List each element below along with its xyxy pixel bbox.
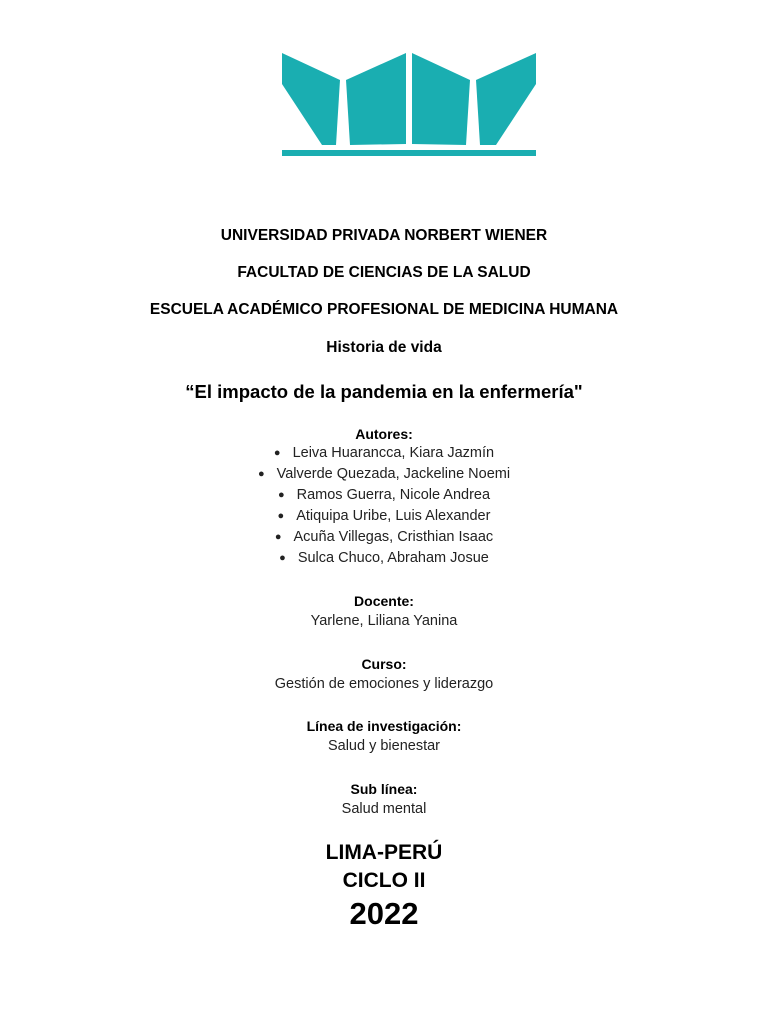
author-name: Valverde Quezada, Jackeline Noemi — [276, 466, 511, 482]
author-name: Ramos Guerra, Nicole Andrea — [296, 487, 491, 503]
author-item — [0, 529, 768, 545]
document-type: Historia de vida — [326, 339, 442, 356]
sub-line-label: Sub línea: — [350, 781, 418, 797]
year: 2022 — [349, 896, 419, 931]
teacher-label: Docente: — [354, 593, 414, 609]
document-title: “El impacto de la pandemia en la enfermería" — [185, 381, 583, 402]
author-name: Leiva Huarancca, Kiara Jazmín — [292, 445, 495, 461]
university-logo-icon — [278, 44, 540, 158]
bullet-icon: ● — [273, 447, 281, 459]
cycle: CICLO II — [342, 869, 426, 892]
author-name: Acuña Villegas, Cristhian Isaac — [293, 529, 494, 545]
author-item — [0, 508, 768, 524]
course-label: Curso: — [361, 656, 407, 672]
university-name: UNIVERSIDAD PRIVADA NORBERT WIENER — [220, 227, 548, 244]
author-name: Sulca Chuco, Abraham Josue — [297, 550, 489, 566]
bullet-icon: ● — [257, 468, 265, 480]
bullet-icon: ● — [274, 531, 282, 543]
bullet-icon: ● — [277, 489, 285, 501]
course-name: Gestión de emociones y liderazgo — [274, 676, 494, 692]
school-name: ESCUELA ACADÉMICO PROFESIONAL DE MEDICINA HUMANA — [149, 301, 619, 318]
author-item — [0, 466, 768, 482]
author-item — [0, 550, 768, 566]
research-line-label: Línea de investigación: — [306, 718, 462, 734]
author-item — [0, 487, 768, 503]
author-name: Atiquipa Uribe, Luis Alexander — [296, 508, 491, 524]
bullet-icon: ● — [279, 552, 286, 564]
faculty-name: FACULTAD DE CIENCIAS DE LA SALUD — [237, 264, 531, 281]
city: LIMA-PERÚ — [325, 841, 443, 864]
author-item — [0, 445, 768, 461]
sub-line-value: Salud mental — [341, 801, 427, 817]
teacher-name: Yarlene, Liliana Yanina — [310, 613, 458, 629]
research-line-value: Salud y bienestar — [327, 738, 441, 754]
bullet-icon: ● — [277, 510, 285, 522]
authors-label: Autores: — [355, 426, 413, 442]
